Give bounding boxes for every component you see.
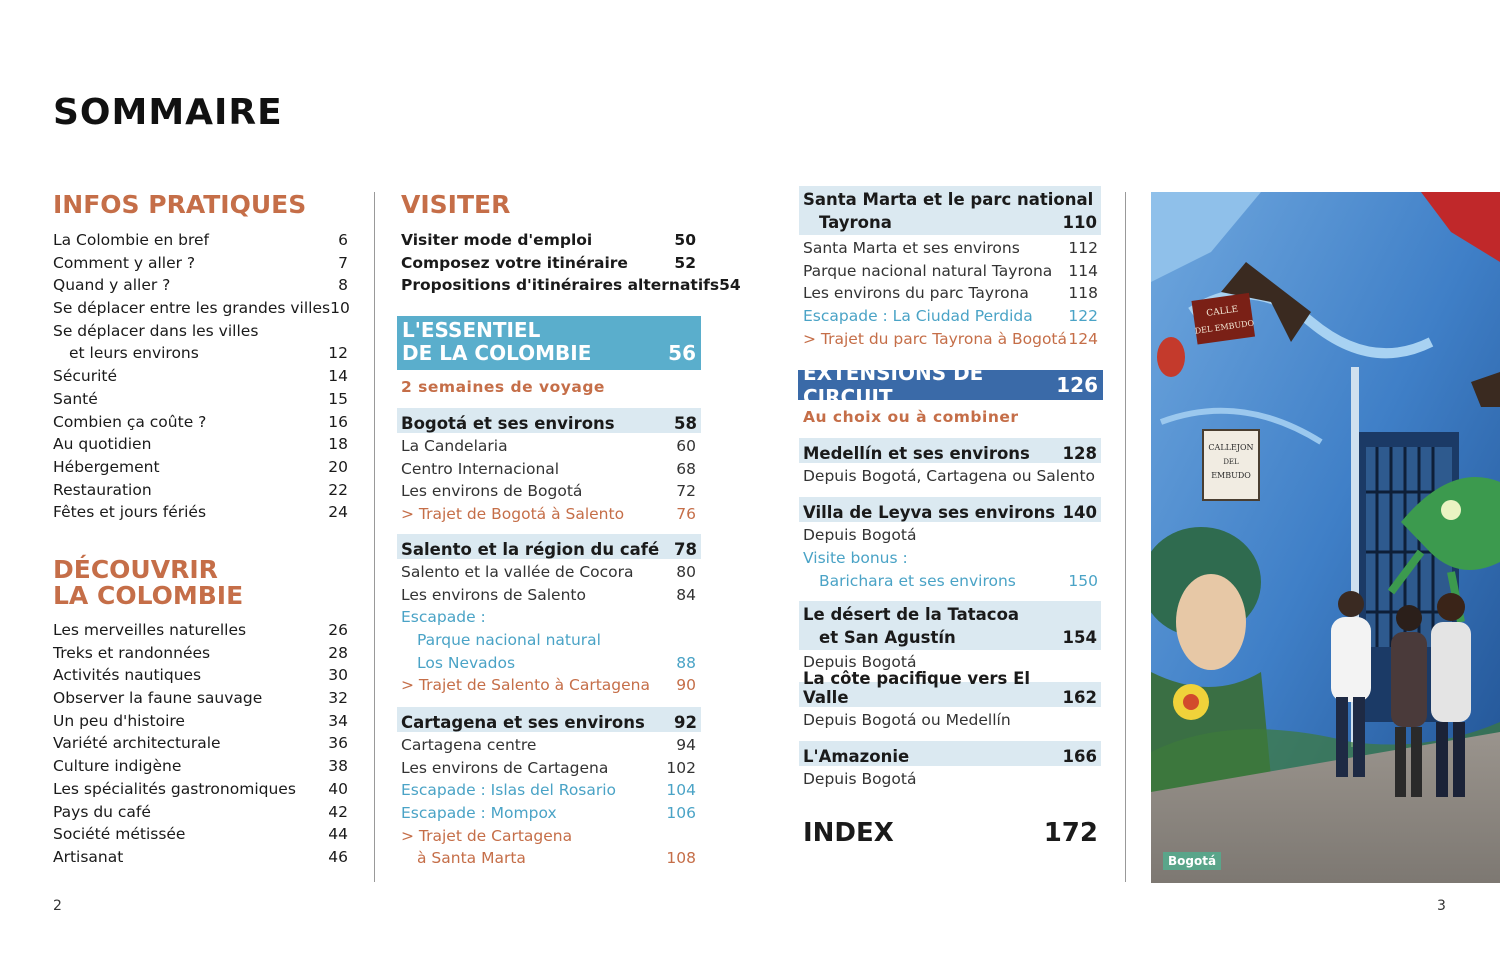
toc-entry-page: 40 bbox=[328, 779, 348, 798]
salento-title: Salento et la région du café bbox=[401, 540, 660, 559]
toc-entry-label: Composez votre itinéraire bbox=[401, 253, 628, 272]
cartagena-list bbox=[401, 734, 696, 870]
street-sign-1 bbox=[1191, 293, 1257, 345]
toc-entry-label: Société métissée bbox=[53, 825, 186, 844]
villa-band bbox=[799, 497, 1101, 522]
toc-entry-page: 34 bbox=[328, 711, 348, 730]
toc-entry bbox=[53, 479, 348, 502]
toc-entry bbox=[53, 687, 348, 710]
salento-list bbox=[401, 561, 696, 697]
toc-entry-label: Observer la faune sauvage bbox=[53, 689, 263, 708]
toc-entry bbox=[53, 297, 348, 320]
toc-entry bbox=[401, 584, 696, 607]
toc-entry-label: Les spécialités gastronomiques bbox=[53, 779, 296, 798]
santa-marta-list bbox=[803, 237, 1098, 350]
toc-entry-page: 90 bbox=[676, 676, 696, 695]
toc-entry bbox=[803, 328, 1098, 351]
bogota-street-art-photo bbox=[1151, 192, 1500, 883]
toc-entry bbox=[53, 755, 348, 778]
toc-entry-label: Restauration bbox=[53, 480, 152, 499]
toc-entry bbox=[53, 433, 348, 456]
toc-entry bbox=[401, 734, 696, 757]
amazonie-band bbox=[799, 741, 1101, 766]
toc-entry bbox=[401, 779, 696, 802]
toc-entry-label: Centro Internacional bbox=[401, 459, 560, 478]
toc-entry bbox=[401, 606, 696, 629]
toc-entry-page: 124 bbox=[1068, 329, 1098, 348]
toc-entry bbox=[53, 229, 348, 252]
desert-band bbox=[799, 601, 1101, 650]
villa-page: 140 bbox=[1062, 503, 1097, 522]
pacifique-band bbox=[799, 669, 1101, 707]
decouvrir-list bbox=[53, 619, 348, 869]
toc-entry-label: Se déplacer dans les villes bbox=[53, 321, 259, 340]
toc-entry bbox=[53, 642, 348, 665]
toc-entry-page: 112 bbox=[1068, 239, 1098, 257]
index-row bbox=[803, 818, 1098, 848]
toc-entry-label: Les merveilles naturelles bbox=[53, 621, 247, 639]
toc-entry-label: La Candelaria bbox=[401, 437, 508, 455]
bogota-title: Bogotá et ses environs bbox=[401, 414, 615, 433]
santa-marta-title-1: Santa Marta et le parc national bbox=[803, 189, 1094, 209]
toc-entry-page: 102 bbox=[666, 758, 696, 777]
santa-marta-page: 110 bbox=[1062, 212, 1097, 232]
toc-entry bbox=[53, 664, 348, 687]
toc-entry-page: 22 bbox=[328, 480, 348, 499]
toc-entry-page: 6 bbox=[338, 231, 348, 249]
toc-entry bbox=[53, 411, 348, 434]
toc-entry-page: 10 bbox=[330, 299, 350, 318]
visiter-list bbox=[401, 229, 741, 297]
toc-entry-page: 24 bbox=[328, 503, 348, 522]
toc-entry-page: 52 bbox=[674, 253, 696, 272]
villa-title: Villa de Leyva ses environs bbox=[803, 503, 1056, 522]
cartagena-page: 92 bbox=[674, 713, 697, 732]
essentiel-subtitle: 2 semaines de voyage bbox=[401, 378, 605, 396]
toc-entry-page: 84 bbox=[676, 585, 696, 604]
extensions-subtitle: Au choix ou à combiner bbox=[803, 408, 1019, 426]
essentiel-line2: DE LA COLOMBIE bbox=[402, 341, 592, 365]
toc-entry bbox=[401, 229, 696, 252]
toc-entry-page: 72 bbox=[676, 482, 696, 501]
toc-entry-label: Santa Marta et ses environs bbox=[803, 239, 1020, 257]
sign2-line3: EMBUDO bbox=[1211, 471, 1251, 480]
salento-band bbox=[397, 534, 701, 559]
toc-entry-page: 26 bbox=[328, 621, 348, 639]
toc-entry-page: 18 bbox=[328, 435, 348, 454]
pacifique-page: 162 bbox=[1062, 688, 1097, 707]
toc-entry-label: Pays du café bbox=[53, 802, 151, 821]
toc-entry-label: Comment y aller ? bbox=[53, 253, 196, 272]
page-number-left: 2 bbox=[53, 898, 62, 914]
toc-entry-label: Cartagena centre bbox=[401, 736, 537, 754]
column-divider-2 bbox=[1125, 192, 1126, 882]
villa-bonus-label: Visite bonus : bbox=[803, 549, 908, 567]
section-heading-decouvrir-2: LA COLOMBIE bbox=[53, 581, 244, 610]
bogota-list bbox=[401, 435, 696, 526]
photo-caption: Bogotá bbox=[1163, 852, 1221, 870]
page-title: SOMMAIRE bbox=[53, 92, 283, 133]
toc-entry-label: Treks et randonnées bbox=[53, 643, 211, 662]
toc-entry-page: 32 bbox=[328, 689, 348, 708]
toc-entry bbox=[401, 561, 696, 584]
toc-entry-page: 28 bbox=[328, 643, 348, 662]
toc-entry-page: 118 bbox=[1068, 284, 1098, 303]
toc-entry-label: Au quotidien bbox=[53, 435, 152, 454]
bogota-page: 58 bbox=[674, 414, 697, 433]
extensions-banner bbox=[798, 361, 1103, 409]
amazonie-desc: Depuis Bogotá bbox=[803, 770, 917, 788]
sign1-line2: DEL EMBUDO bbox=[1194, 318, 1255, 336]
toc-entry-label: Activités nautiques bbox=[53, 666, 202, 685]
toc-entry-page: 54 bbox=[719, 276, 741, 295]
section-heading-infos: INFOS PRATIQUES bbox=[53, 190, 307, 219]
toc-entry bbox=[53, 274, 348, 297]
toc-entry-label: Escapade : Mompox bbox=[401, 804, 557, 823]
toc-entry-label: > Trajet de Cartagena bbox=[401, 826, 573, 845]
toc-entry bbox=[53, 846, 348, 869]
toc-entry-label: Variété architecturale bbox=[53, 734, 221, 753]
toc-entry bbox=[401, 435, 696, 458]
toc-entry bbox=[401, 802, 696, 825]
toc-entry bbox=[401, 847, 696, 870]
pacifique-title: La côte pacifique vers El Valle bbox=[803, 669, 1031, 707]
medellin-band bbox=[799, 438, 1101, 463]
sign2-line2: DEL bbox=[1223, 458, 1239, 466]
toc-entry-page: 108 bbox=[666, 849, 696, 868]
toc-entry bbox=[53, 342, 348, 365]
toc-entry-page: 88 bbox=[676, 653, 696, 672]
column-divider bbox=[374, 192, 375, 882]
toc-entry-label: Escapade : bbox=[401, 608, 486, 627]
mural-figure-red bbox=[1157, 337, 1185, 377]
section-heading-visiter: VISITER bbox=[401, 190, 511, 219]
bogota-band bbox=[397, 408, 701, 433]
toc-entry-label: Les environs de Cartagena bbox=[401, 758, 609, 777]
toc-entry-page: 114 bbox=[1068, 261, 1098, 280]
toc-entry-page: 50 bbox=[674, 231, 696, 249]
toc-entry-label: Artisanat bbox=[53, 847, 124, 866]
toc-entry-label: Parque nacional natural Tayrona bbox=[803, 261, 1053, 280]
toc-entry bbox=[401, 757, 696, 780]
toc-entry bbox=[401, 652, 696, 675]
toc-entry-page: 106 bbox=[666, 804, 696, 823]
street-sign-2 bbox=[1203, 430, 1259, 500]
photo-illustration bbox=[1151, 192, 1500, 883]
toc-entry bbox=[53, 823, 348, 846]
sign2-line1: CALLEJON bbox=[1208, 443, 1254, 452]
desert-desc: Depuis Bogotá bbox=[803, 653, 917, 671]
medellin-title: Medellín et ses environs bbox=[803, 444, 1030, 463]
infos-list bbox=[53, 229, 348, 524]
toc-entry bbox=[53, 252, 348, 275]
toc-entry bbox=[401, 274, 741, 297]
toc-entry-label: Escapade : Islas del Rosario bbox=[401, 781, 617, 800]
essentiel-page: 56 bbox=[668, 341, 696, 365]
toc-entry-label: Parque nacional natural bbox=[417, 631, 601, 650]
toc-entry-label: Un peu d'histoire bbox=[53, 711, 185, 730]
toc-entry-page: 15 bbox=[328, 389, 348, 408]
toc-entry bbox=[401, 674, 696, 697]
toc-entry-page: 12 bbox=[328, 344, 348, 363]
toc-entry bbox=[803, 305, 1098, 328]
toc-entry-label: > Trajet de Bogotá à Salento bbox=[401, 505, 625, 524]
amazonie-title: L'Amazonie bbox=[803, 747, 910, 766]
toc-entry bbox=[803, 237, 1098, 260]
salento-page: 78 bbox=[674, 540, 697, 559]
toc-entry-page: 7 bbox=[338, 253, 348, 272]
essentiel-line1: L'ESSENTIEL bbox=[402, 318, 541, 342]
toc-entry bbox=[53, 456, 348, 479]
toc-entry-label: > Trajet de Salento à Cartagena bbox=[401, 676, 651, 695]
villa-bonus-item: Barichara et ses environs bbox=[819, 572, 1016, 590]
toc-entry bbox=[401, 503, 696, 526]
toc-entry bbox=[401, 480, 696, 503]
cartagena-title: Cartagena et ses environs bbox=[401, 713, 645, 732]
extensions-page: 126 bbox=[1056, 373, 1098, 397]
toc-entry-label: Quand y aller ? bbox=[53, 276, 171, 295]
toc-entry-page: 68 bbox=[676, 459, 696, 478]
essentiel-banner bbox=[397, 316, 701, 370]
villa-desc: Depuis Bogotá bbox=[803, 526, 917, 544]
toc-entry bbox=[53, 778, 348, 801]
toc-entry bbox=[53, 801, 348, 824]
toc-entry-page: 94 bbox=[676, 736, 696, 754]
toc-entry-label: Los Nevados bbox=[417, 653, 516, 672]
page-number-right: 3 bbox=[1437, 898, 1446, 914]
toc-entry bbox=[401, 252, 696, 275]
toc-entry bbox=[401, 629, 696, 652]
pacifique-desc: Depuis Bogotá ou Medellín bbox=[803, 711, 1011, 729]
toc-entry bbox=[401, 825, 696, 848]
toc-entry-label: Combien ça coûte ? bbox=[53, 412, 207, 431]
toc-entry-label: Les environs du parc Tayrona bbox=[803, 284, 1029, 303]
toc-entry-label: Sécurité bbox=[53, 367, 118, 386]
toc-entry-label: Les environs de Bogotá bbox=[401, 482, 583, 501]
toc-entry-label: Santé bbox=[53, 389, 98, 408]
toc-entry-page: 14 bbox=[328, 367, 348, 386]
amazonie-page: 166 bbox=[1062, 747, 1097, 766]
toc-entry-label: Propositions d'itinéraires alternatifs bbox=[401, 276, 720, 295]
sign1-line1: CALLE bbox=[1205, 304, 1239, 319]
toc-entry-label: Visiter mode d'emploi bbox=[401, 231, 593, 249]
toc-entry-page: 16 bbox=[328, 412, 348, 431]
toc-entry-label: La Colombie en bref bbox=[53, 231, 210, 249]
toc-entry-page: 20 bbox=[328, 457, 348, 476]
cartagena-band bbox=[397, 707, 701, 732]
toc-entry-page: 36 bbox=[328, 734, 348, 753]
toc-entry-page: 104 bbox=[666, 781, 696, 800]
toc-entry bbox=[401, 458, 696, 481]
toc-entry-label: Les environs de Salento bbox=[401, 585, 586, 604]
toc-entry-page: 122 bbox=[1068, 307, 1098, 326]
toc-entry bbox=[53, 619, 348, 642]
toc-entry-label: à Santa Marta bbox=[417, 849, 526, 868]
toc-entry-page: 76 bbox=[676, 505, 696, 524]
desert-page: 154 bbox=[1062, 627, 1097, 647]
section-heading-decouvrir-1: DÉCOUVRIR bbox=[53, 555, 218, 584]
toc-entry bbox=[53, 365, 348, 388]
desert-title-2: et San Agustín bbox=[819, 627, 956, 647]
toc-entry bbox=[53, 501, 348, 524]
toc-entry-page: 46 bbox=[328, 847, 348, 866]
toc-entry bbox=[53, 710, 348, 733]
toc-entry-label: Fêtes et jours fériés bbox=[53, 503, 207, 522]
toc-entry-label: et leurs environs bbox=[69, 344, 199, 363]
desert-title-1: Le désert de la Tatacoa bbox=[803, 604, 1020, 624]
medellin-page: 128 bbox=[1062, 444, 1097, 463]
toc-entry bbox=[53, 388, 348, 411]
santa-marta-band bbox=[799, 186, 1101, 235]
toc-entry bbox=[53, 732, 348, 755]
toc-entry-label: > Trajet du parc Tayrona à Bogotá bbox=[803, 329, 1068, 348]
santa-marta-title-2: Tayrona bbox=[819, 212, 892, 232]
toc-entry-label: Culture indigène bbox=[53, 757, 182, 776]
villa-bonus-page: 150 bbox=[1068, 572, 1098, 590]
index-label: INDEX bbox=[803, 818, 894, 848]
toc-entry bbox=[803, 282, 1098, 305]
toc-entry-page: 44 bbox=[328, 825, 348, 844]
toc-entry-page: 42 bbox=[328, 802, 348, 821]
toc-entry-page: 38 bbox=[328, 757, 348, 776]
toc-entry bbox=[803, 260, 1098, 283]
toc-entry bbox=[53, 320, 348, 343]
toc-entry-page: 30 bbox=[328, 666, 348, 685]
toc-entry-label: Salento et la vallée de Cocora bbox=[401, 563, 634, 581]
toc-entry-page: 80 bbox=[676, 563, 696, 581]
toc-entry-page: 8 bbox=[338, 276, 348, 295]
index-page: 172 bbox=[1043, 818, 1098, 848]
extensions-label: EXTENSIONS DE CIRCUIT bbox=[803, 361, 984, 409]
medellin-desc: Depuis Bogotá, Cartagena ou Salento bbox=[803, 467, 1096, 485]
toc-entry-label: Escapade : La Ciudad Perdida bbox=[803, 307, 1033, 326]
toc-entry-label: Hébergement bbox=[53, 457, 160, 476]
toc-entry-page: 60 bbox=[676, 437, 696, 455]
toc-entry-label: Se déplacer entre les grandes villes bbox=[53, 299, 331, 318]
